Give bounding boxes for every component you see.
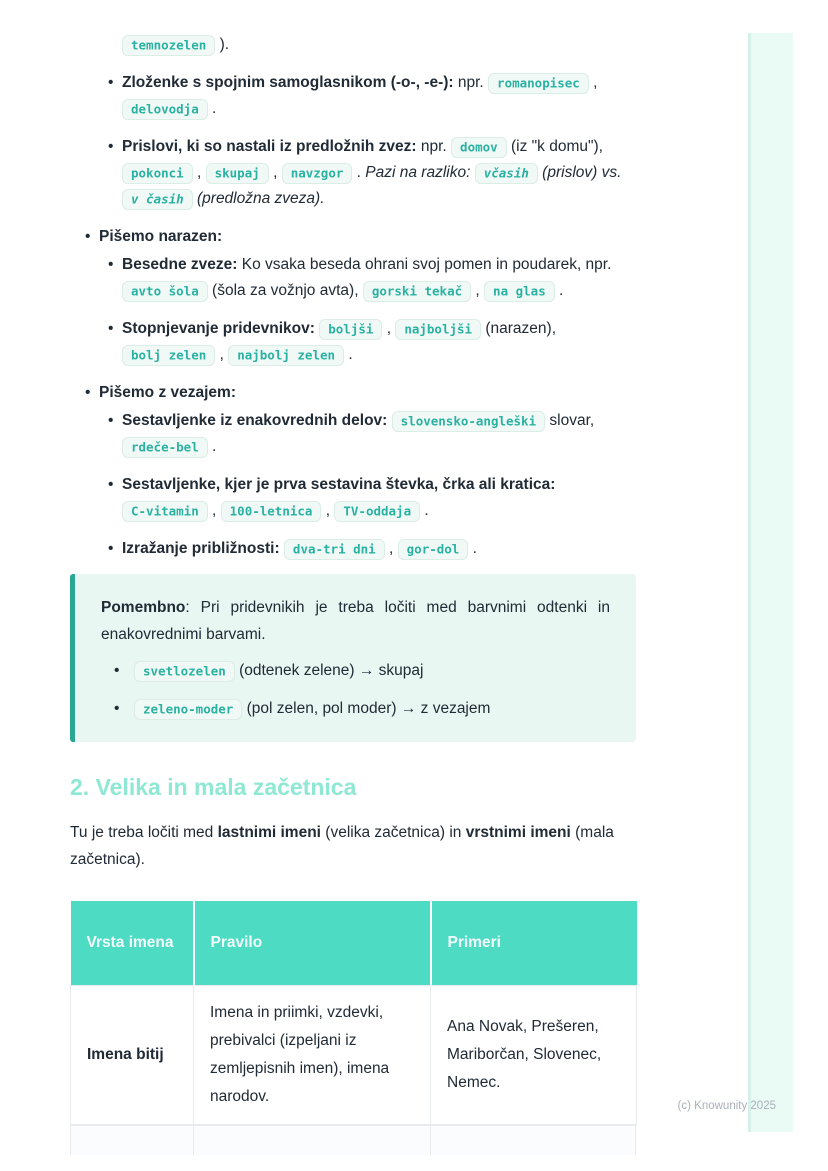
text-segment: vrstnimi imeni [465, 824, 571, 841]
list-item-text [122, 472, 636, 524]
list-item-text [99, 224, 636, 250]
code-badge: delovodja [122, 99, 208, 120]
page-highlight-strip [748, 33, 793, 1132]
text-segment: . [468, 540, 477, 557]
code-badge: 100-letnica [221, 501, 322, 522]
list-item [94, 472, 636, 524]
code-badge: najboljši [395, 319, 481, 340]
text-segment: Pišemo z vezajem: [99, 384, 236, 401]
list-item [70, 224, 636, 250]
table-header-cell: Vrsta imena [71, 901, 194, 985]
text-segment: npr. [453, 74, 489, 91]
code-badge: gorski tekač [363, 281, 471, 302]
text-segment: , [321, 502, 335, 519]
list-item-text [122, 316, 636, 368]
bullet-icon: • [114, 662, 120, 679]
code-badge: včasih [475, 163, 538, 184]
bullet-icon: • [108, 476, 114, 493]
text-segment: , [215, 346, 229, 363]
text-segment: , [588, 74, 598, 91]
code-badge: temnozelen [122, 35, 215, 56]
table-cell: Imena in priimki, vzdevki, prebivalci (izpeljani iz zemljepisnih imen), imena narodov. [194, 985, 431, 1124]
table-partial-next-row [70, 1125, 636, 1155]
text-segment: . [207, 438, 217, 455]
code-badge: boljši [319, 319, 382, 340]
text-segment: Stopnjevanje pridevnikov: [122, 320, 315, 337]
list-item [94, 408, 636, 460]
bullet-icon: • [114, 700, 120, 717]
callout-item-text [134, 696, 610, 722]
callout-intro [101, 594, 610, 648]
text-segment: (velika začetnica) in [320, 824, 466, 841]
callout-item-text [134, 658, 610, 684]
list-item [94, 134, 636, 212]
document-content [70, 32, 636, 1155]
list-item [94, 536, 636, 562]
code-badge: C-vitamin [122, 501, 208, 522]
partial-cell [71, 1126, 194, 1155]
text-segment: , [207, 502, 221, 519]
table-header-cell: Pravilo [194, 901, 431, 985]
text-segment: Pišemo narazen: [99, 228, 223, 245]
list-item [94, 70, 636, 122]
watermark: (c) Knowunity 2025 [677, 1100, 776, 1112]
text-segment: (predložna zveza). [192, 190, 325, 207]
text-segment: Sestavljenke, kjer je prva sestavina števka, črka ali kratica: [122, 476, 556, 493]
partial-cell [194, 1126, 431, 1155]
code-badge: pokonci [122, 163, 193, 184]
list-item-text [99, 380, 636, 406]
code-badge: TV-oddaja [334, 501, 420, 522]
text-segment: slovar, [545, 412, 595, 429]
table-header-cell: Primeri [431, 901, 637, 985]
text-segment: , [384, 540, 398, 557]
list-item [70, 380, 636, 406]
table-row [71, 985, 637, 1124]
list-item [94, 252, 636, 304]
callout-list-item [101, 696, 610, 722]
text-segment: Prislovi, ki so nastali iz predložnih zvez: [122, 138, 417, 155]
list-item-text [122, 134, 636, 212]
text-segment: npr. [416, 138, 452, 155]
table-cell: Ana Novak, Prešeren, Mariborčan, Slovenec, Nemec. [431, 985, 637, 1124]
text-segment: . [554, 282, 564, 299]
list-item-text [122, 408, 636, 460]
code-badge: slovensko-angleški [392, 411, 545, 432]
bullet-icon: • [108, 74, 114, 91]
code-badge: svetlozelen [134, 661, 235, 682]
partial-cell [431, 1126, 635, 1155]
section-intro-paragraph [70, 819, 636, 873]
continuation-line [70, 32, 636, 58]
rules-table-wrap [70, 901, 636, 1155]
list-item-text [122, 536, 636, 562]
text-segment: , [471, 282, 485, 299]
bullet-list [70, 32, 636, 562]
code-badge: navzgor [282, 163, 353, 184]
rules-table [70, 901, 637, 1125]
list-item-text [122, 252, 636, 304]
text-segment: Zloženke s spojnim samoglasnikom (-o-, -e-): [122, 74, 454, 91]
text-segment: Pazi na razliko: [365, 164, 475, 181]
text-segment: , [268, 164, 282, 181]
table-cell: Imena bitij [71, 985, 194, 1124]
text-segment: Besedne zveze: [122, 256, 238, 273]
text-segment: (pol zelen, pol moder) → z vezajem [242, 700, 491, 717]
code-badge: bolj zelen [122, 345, 215, 366]
bullet-icon: • [108, 138, 114, 155]
table-header-row [71, 901, 637, 985]
text-segment: (prislov) vs. [537, 164, 622, 181]
list-item [94, 316, 636, 368]
text-segment: Sestavljenke iz enakovrednih delov: [122, 412, 388, 429]
bullet-icon: • [108, 412, 114, 429]
bullet-icon: • [108, 256, 114, 273]
text-segment: (mala začetnica). [70, 824, 614, 868]
code-badge: domov [451, 137, 507, 158]
text-segment: Pomembno [101, 599, 186, 616]
bullet-icon: • [85, 228, 91, 245]
bullet-icon: • [108, 320, 114, 337]
table-body [71, 985, 637, 1124]
callout-item-list [101, 658, 610, 722]
text-segment: . [420, 502, 429, 519]
code-badge: romanopisec [488, 73, 589, 94]
text-segment: , [192, 164, 206, 181]
code-badge: dva-tri dni [284, 539, 385, 560]
text-segment: (iz "k domu"), [506, 138, 603, 155]
code-badge: rdeče-bel [122, 437, 208, 458]
text-segment: . [352, 164, 366, 181]
text-segment: Ko vsaka beseda ohrani svoj pomen in poudarek, npr. [237, 256, 612, 273]
text-segment: . [344, 346, 353, 363]
text-segment: (narazen), [481, 320, 557, 337]
list-item-text [122, 32, 636, 58]
code-badge: najbolj zelen [228, 345, 344, 366]
text-segment: : Pri pridevnikih je treba ločiti med barvnimi odtenki in enakovrednimi barvami. [101, 599, 610, 643]
code-badge: zeleno-moder [134, 699, 242, 720]
code-badge: gor-dol [398, 539, 469, 560]
section-heading: 2. Velika in mala začetnica [70, 774, 357, 800]
text-segment: Izražanje približnosti: [122, 540, 280, 557]
code-badge: na glas [484, 281, 555, 302]
code-badge: skupaj [206, 163, 269, 184]
bullet-icon: • [85, 384, 91, 401]
code-badge: avto šola [122, 281, 208, 302]
text-segment: lastnimi imeni [217, 824, 321, 841]
text-segment: Tu je treba ločiti med [70, 824, 218, 841]
text-segment: , [382, 320, 396, 337]
list-item-text [122, 70, 636, 122]
text-segment: . [207, 100, 217, 117]
bullet-icon: • [108, 540, 114, 557]
callout-list-item [101, 658, 610, 684]
text-segment: (šola za vožnjo avta), [207, 282, 363, 299]
text-segment: ). [215, 36, 230, 53]
code-badge: v časih [122, 189, 193, 210]
text-segment: (odtenek zelene) → skupaj [234, 662, 424, 679]
text-segment [387, 412, 391, 429]
callout-box [70, 574, 636, 742]
